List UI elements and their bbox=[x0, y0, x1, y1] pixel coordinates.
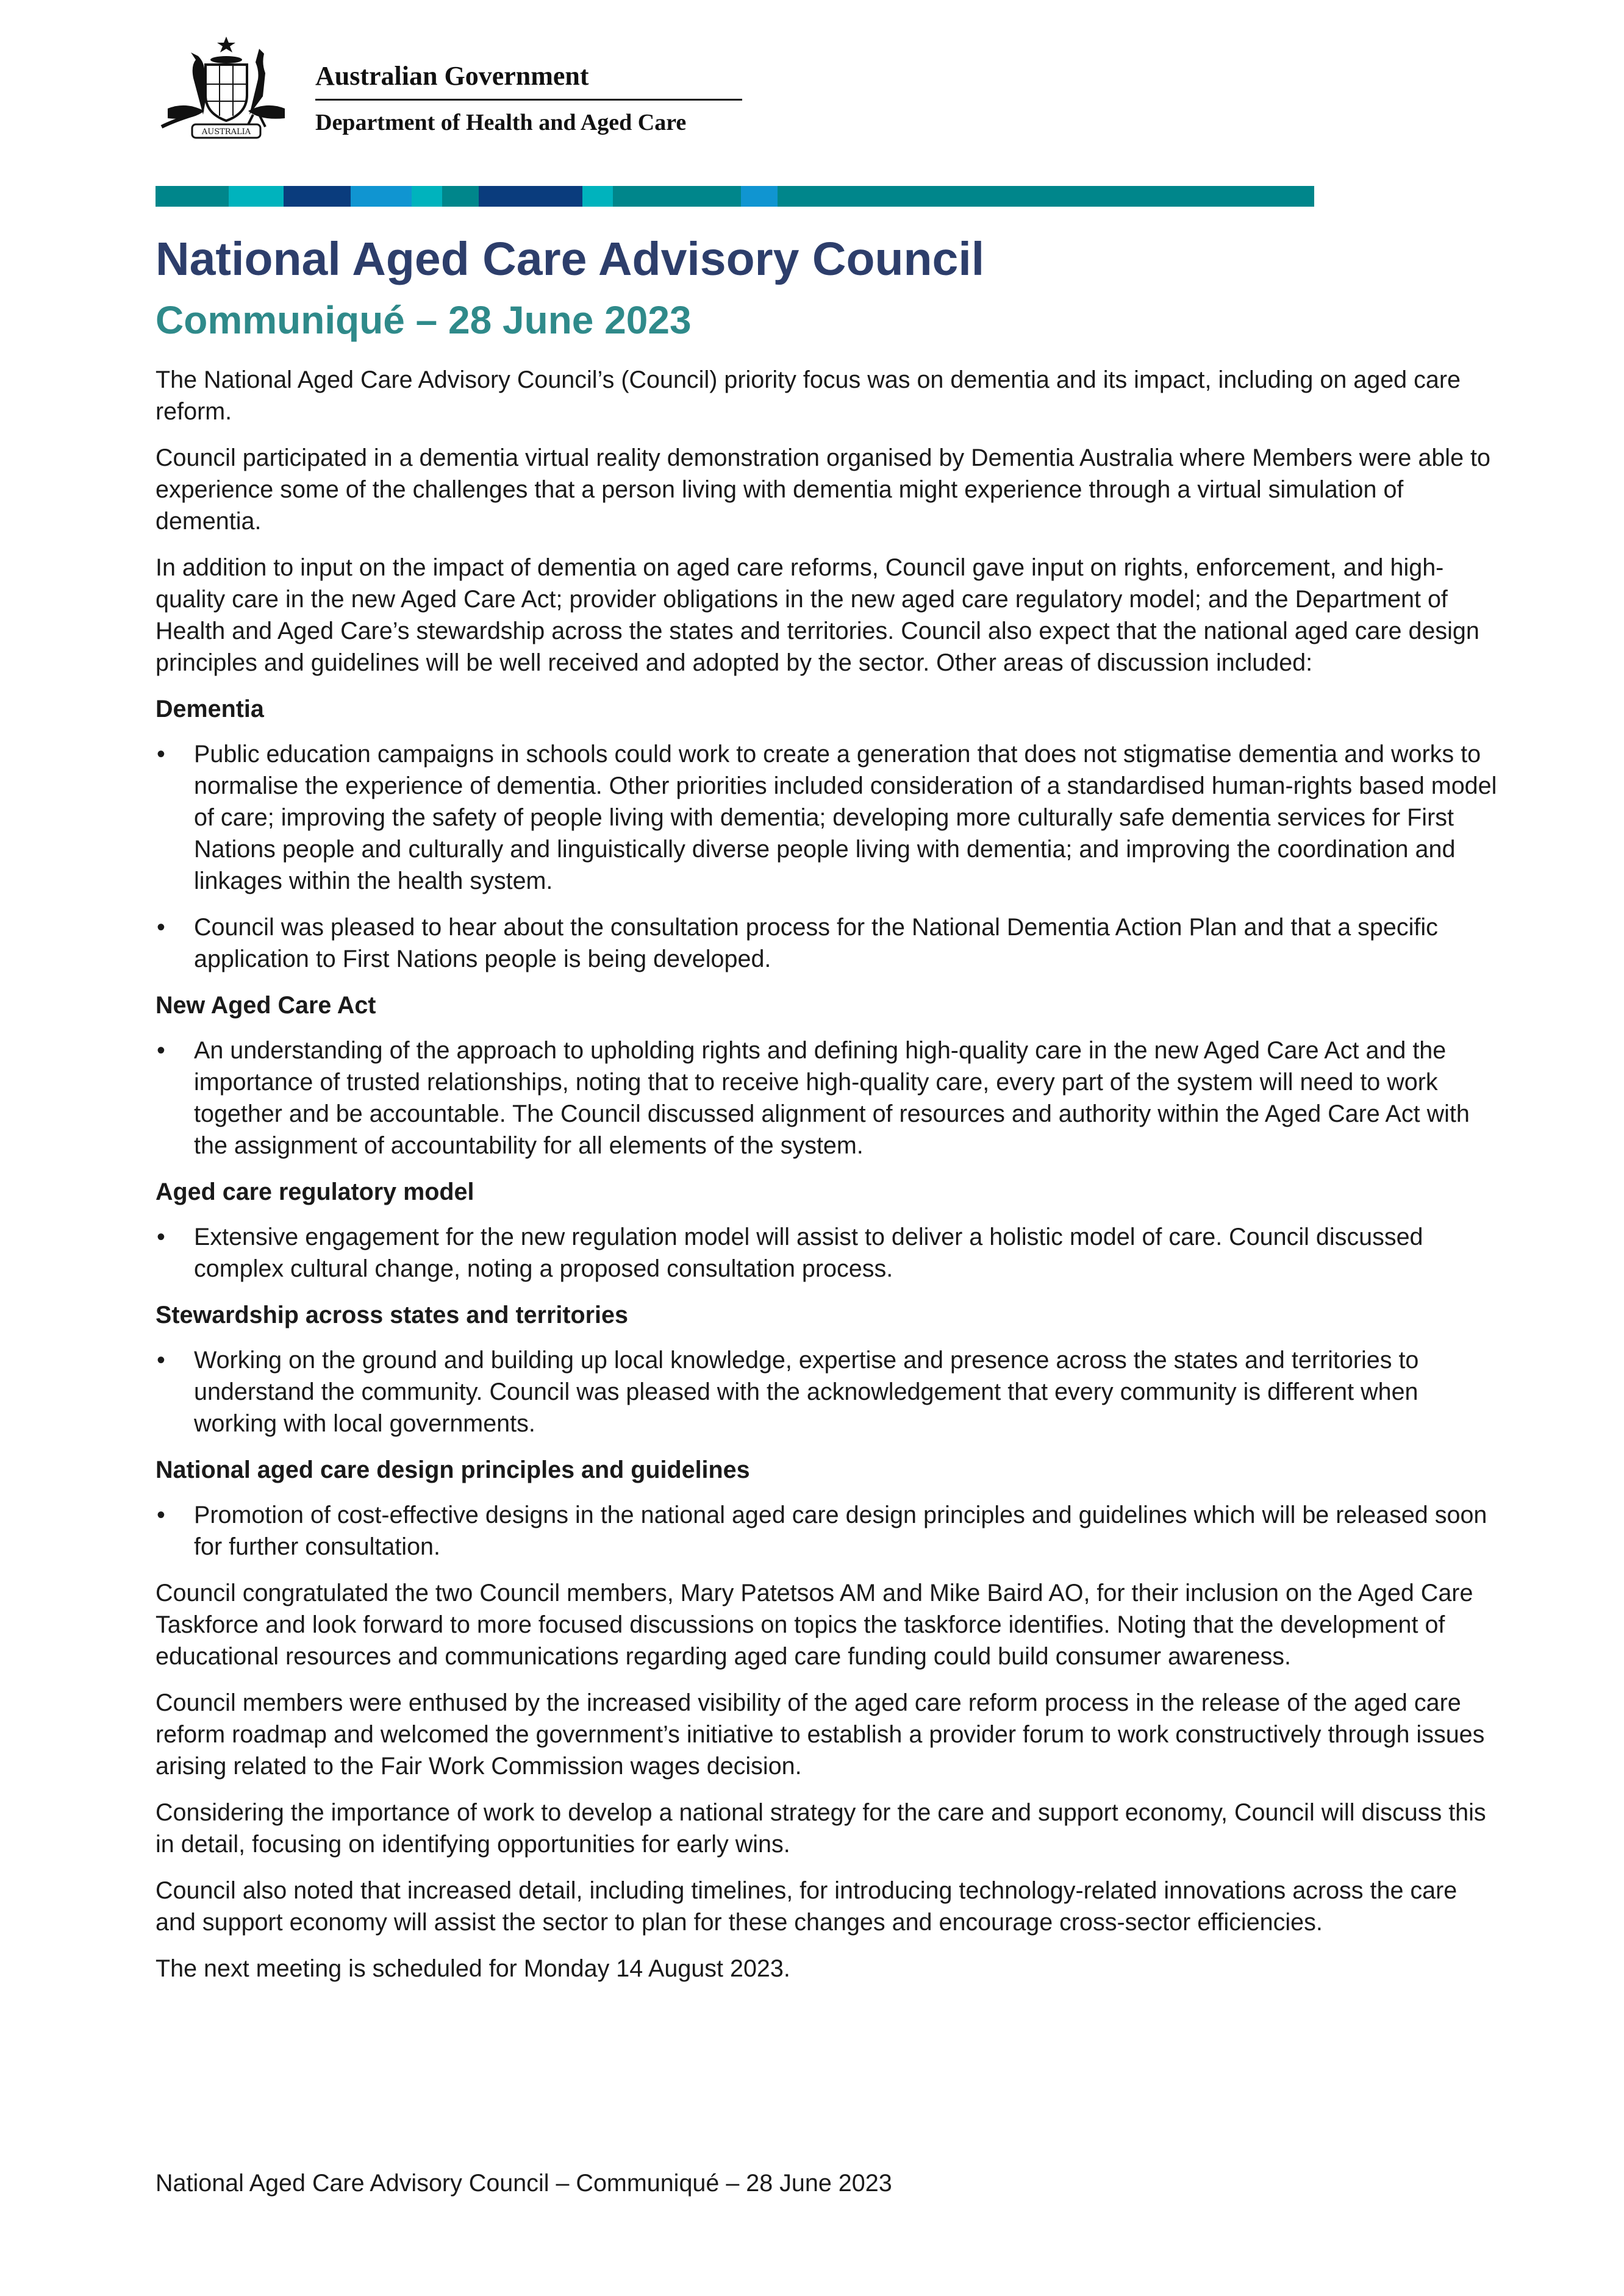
list-item-text: Public education campaigns in schools could work to create a generation that does not stigmatise dementia and works to normalise the experience of dementia. Other priorities included consideration of a standardised human-rights based model of care; improving the safety of people living with dementia; developing more culturally safe dementia services for First Nations people and culturally and linguistically diverse people living with dementia; and improving the coordination and linkages within the health system. bbox=[194, 741, 1497, 894]
bullet-icon: • bbox=[157, 1037, 165, 1064]
letterhead bbox=[156, 35, 741, 151]
bullet-list-regulatory-model bbox=[156, 1221, 1503, 1285]
stripe-segment bbox=[284, 186, 351, 207]
intro-paragraph-3: In addition to input on the impact of dementia on aged care reforms, Council gave input on rights, enforcement, and high-quality care in the new Aged Care Act; provider obligations in the new aged care regulatory model; and the Department of Health and Aged Care’s stewardship across the states and territories. Council also expect that the national aged care design principles and guidelines will be well received and adopted by the sector. Other areas of discussion included: bbox=[156, 554, 1479, 676]
stripe-segment bbox=[479, 186, 582, 207]
list-item-text: Promotion of cost-effective designs in the national aged care design principles and guidelines which will be released soon for further consultation. bbox=[194, 1502, 1487, 1560]
stripe-segment bbox=[229, 186, 284, 207]
next-meeting-paragraph: The next meeting is scheduled for Monday 14 August 2023. bbox=[156, 1955, 790, 1982]
bullet-list-design-principles bbox=[156, 1499, 1503, 1563]
page-subtitle: Communiqué – 28 June 2023 bbox=[156, 298, 692, 342]
section-heading-new-aged-care-act: New Aged Care Act bbox=[156, 992, 376, 1019]
stripe-segment bbox=[351, 186, 412, 207]
closing-paragraph-1: Council congratulated the two Council members, Mary Patetsos AM and Mike Baird AO, for their inclusion on the Aged Care Taskforce and look forward to more focused discussions on topics the taskforce identifies. Noting that the development of educational resources and communications regarding aged care funding could build consumer awareness. bbox=[156, 1580, 1473, 1670]
list-item bbox=[156, 738, 1503, 897]
bullet-icon: • bbox=[157, 1347, 165, 1374]
stripe-segment bbox=[156, 186, 229, 207]
bullet-icon: • bbox=[157, 1224, 165, 1250]
list-item-text: Council was pleased to hear about the consultation process for the National Dementia Action Plan and that a specific application to First Nations people is being developed. bbox=[194, 914, 1438, 972]
bullet-icon: • bbox=[157, 914, 165, 941]
list-item-text: An understanding of the approach to upholding rights and defining high-quality care in the new Aged Care Act and the importance of trusted relationships, noting that to receive high-quality care, every part of the system will need to work together and be accountable. The Council discussed alignment of resources and authority within the Aged Care Act with the assignment of accountability for all elements of the system. bbox=[194, 1037, 1470, 1159]
stripe-segment bbox=[778, 186, 1314, 207]
closing-paragraph-2: Council members were enthused by the increased visibility of the aged care reform process in the release of the aged care reform roadmap and welcomed the government’s initiative to establish a provider forum to work constructively through issues arising related to the Fair Work Commission wages decision. bbox=[156, 1689, 1485, 1780]
bullet-icon: • bbox=[157, 741, 165, 768]
stripe-segment bbox=[582, 186, 613, 207]
government-name: Australian Government bbox=[315, 61, 589, 91]
commonwealth-coat-of-arms-icon bbox=[156, 35, 297, 143]
list-item bbox=[156, 1221, 1503, 1285]
closing-paragraph-3: Considering the importance of work to develop a national strategy for the care and support economy, Council will discuss this in detail, focusing on identifying opportunities for early wins. bbox=[156, 1799, 1486, 1858]
list-item-text: Working on the ground and building up local knowledge, expertise and presence across the states and territories to understand the community. Council was pleased with the acknowledgement that every community is different when working with local governments. bbox=[194, 1347, 1419, 1437]
intro-paragraph-1: The National Aged Care Advisory Council’s (Council) priority focus was on dementia and its impact, including on aged care reform. bbox=[156, 366, 1461, 425]
page-footer: National Aged Care Advisory Council – Communiqué – 28 June 2023 bbox=[156, 2170, 892, 2197]
stripe-segment bbox=[442, 186, 479, 207]
decorative-colour-stripe bbox=[156, 186, 1314, 207]
list-item bbox=[156, 1035, 1503, 1161]
list-item bbox=[156, 1499, 1503, 1563]
branding-divider bbox=[315, 99, 742, 101]
bullet-list-new-aged-care-act bbox=[156, 1035, 1503, 1161]
stripe-segment bbox=[741, 186, 778, 207]
document-body bbox=[156, 229, 1503, 1999]
closing-paragraph-4: Council also noted that increased detail, including timelines, for introducing technology-related innovations across the care and support economy will assist the sector to plan for these changes and encourage cross-sector efficiencies. bbox=[156, 1877, 1458, 1936]
bullet-list-stewardship bbox=[156, 1344, 1503, 1439]
section-heading-design-principles: National aged care design principles and guidelines bbox=[156, 1456, 750, 1483]
crest-motto-text: AUSTRALIA bbox=[201, 127, 251, 137]
page-title: National Aged Care Advisory Council bbox=[156, 233, 985, 285]
bullet-icon: • bbox=[157, 1502, 165, 1528]
section-heading-stewardship: Stewardship across states and territories bbox=[156, 1302, 628, 1328]
section-heading-dementia: Dementia bbox=[156, 696, 264, 722]
section-heading-regulatory-model: Aged care regulatory model bbox=[156, 1178, 474, 1205]
list-item bbox=[156, 1344, 1503, 1439]
department-name: Department of Health and Aged Care bbox=[315, 110, 687, 135]
stripe-segment bbox=[613, 186, 741, 207]
list-item-text: Extensive engagement for the new regulation model will assist to deliver a holistic model of care. Council discussed complex cultural change, noting a proposed consultation process. bbox=[194, 1224, 1423, 1282]
government-branding bbox=[315, 61, 742, 136]
bullet-list-dementia bbox=[156, 738, 1503, 975]
stripe-segment bbox=[412, 186, 442, 207]
list-item bbox=[156, 911, 1503, 975]
intro-paragraph-2: Council participated in a dementia virtual reality demonstration organised by Dementia Australia where Members were able to experience some of the challenges that a person living with dementia might experience through a virtual simulation of dementia. bbox=[156, 444, 1490, 535]
